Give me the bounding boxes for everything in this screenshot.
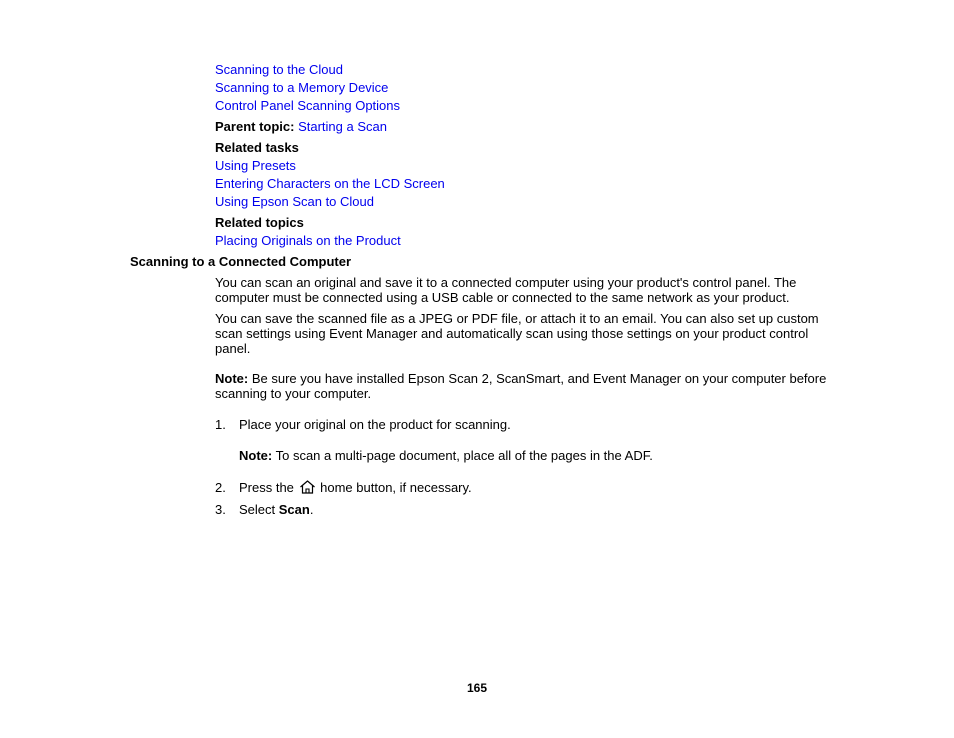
link-using-epson-scan-to-cloud[interactable]: Using Epson Scan to Cloud	[215, 194, 374, 209]
related-topics-heading: Related topics	[215, 215, 304, 230]
step-text: Place your original on the product for scanning.	[239, 417, 511, 432]
note-label: Note:	[239, 448, 273, 463]
step-text-after: home button, if necessary.	[316, 480, 472, 495]
note-installed-software	[215, 371, 830, 401]
step-number: 1.	[215, 417, 226, 432]
save-options-paragraph: You can save the scanned file as a JPEG or PDF file, or attach it to an email. You can also set up custom scan settings using Event Manager and automatically scan using those settings on your product control panel.	[215, 311, 819, 356]
section-title: Scanning to a Connected Computer	[130, 254, 352, 269]
parent-topic	[215, 119, 387, 134]
related-links-top	[215, 62, 400, 116]
step-number: 2.	[215, 480, 226, 495]
intro-paragraph: You can scan an original and save it to a connected computer using your product's control panel. The computer must be connected using a USB cable or connected to the same network as your product.	[215, 275, 797, 305]
page-number: 165	[466, 681, 488, 695]
home-icon	[299, 480, 316, 494]
link-scanning-to-memory-device[interactable]: Scanning to a Memory Device	[215, 80, 389, 95]
step-text-before: Press the	[239, 480, 298, 495]
link-control-panel-scanning-options[interactable]: Control Panel Scanning Options	[215, 98, 401, 113]
link-scanning-to-cloud[interactable]: Scanning to the Cloud	[215, 62, 343, 77]
step-text-after: .	[309, 502, 314, 517]
step-text	[239, 480, 472, 495]
related-topics-list	[215, 233, 401, 248]
link-using-presets[interactable]: Using Presets	[215, 158, 296, 173]
step-text-before: Select	[239, 502, 279, 517]
related-tasks-list	[215, 158, 445, 212]
link-placing-originals[interactable]: Placing Originals on the Product	[215, 233, 401, 248]
note-text: Be sure you have installed Epson Scan 2, ScanSmart, and Event Manager on your computer before scanning to your computer.	[215, 371, 827, 401]
parent-topic-label: Parent topic:	[215, 119, 295, 134]
note-text: To scan a multi-page document, place all of the pages in the ADF.	[272, 448, 653, 463]
step-number: 3.	[215, 502, 226, 517]
note-label: Note:	[215, 371, 249, 386]
link-entering-characters-lcd[interactable]: Entering Characters on the LCD Screen	[215, 176, 445, 191]
link-starting-a-scan[interactable]: Starting a Scan	[298, 119, 387, 134]
note-multi-page	[239, 448, 653, 463]
related-tasks-heading: Related tasks	[215, 140, 299, 155]
step-text	[239, 502, 313, 517]
scan-option-label: Scan	[278, 502, 310, 517]
